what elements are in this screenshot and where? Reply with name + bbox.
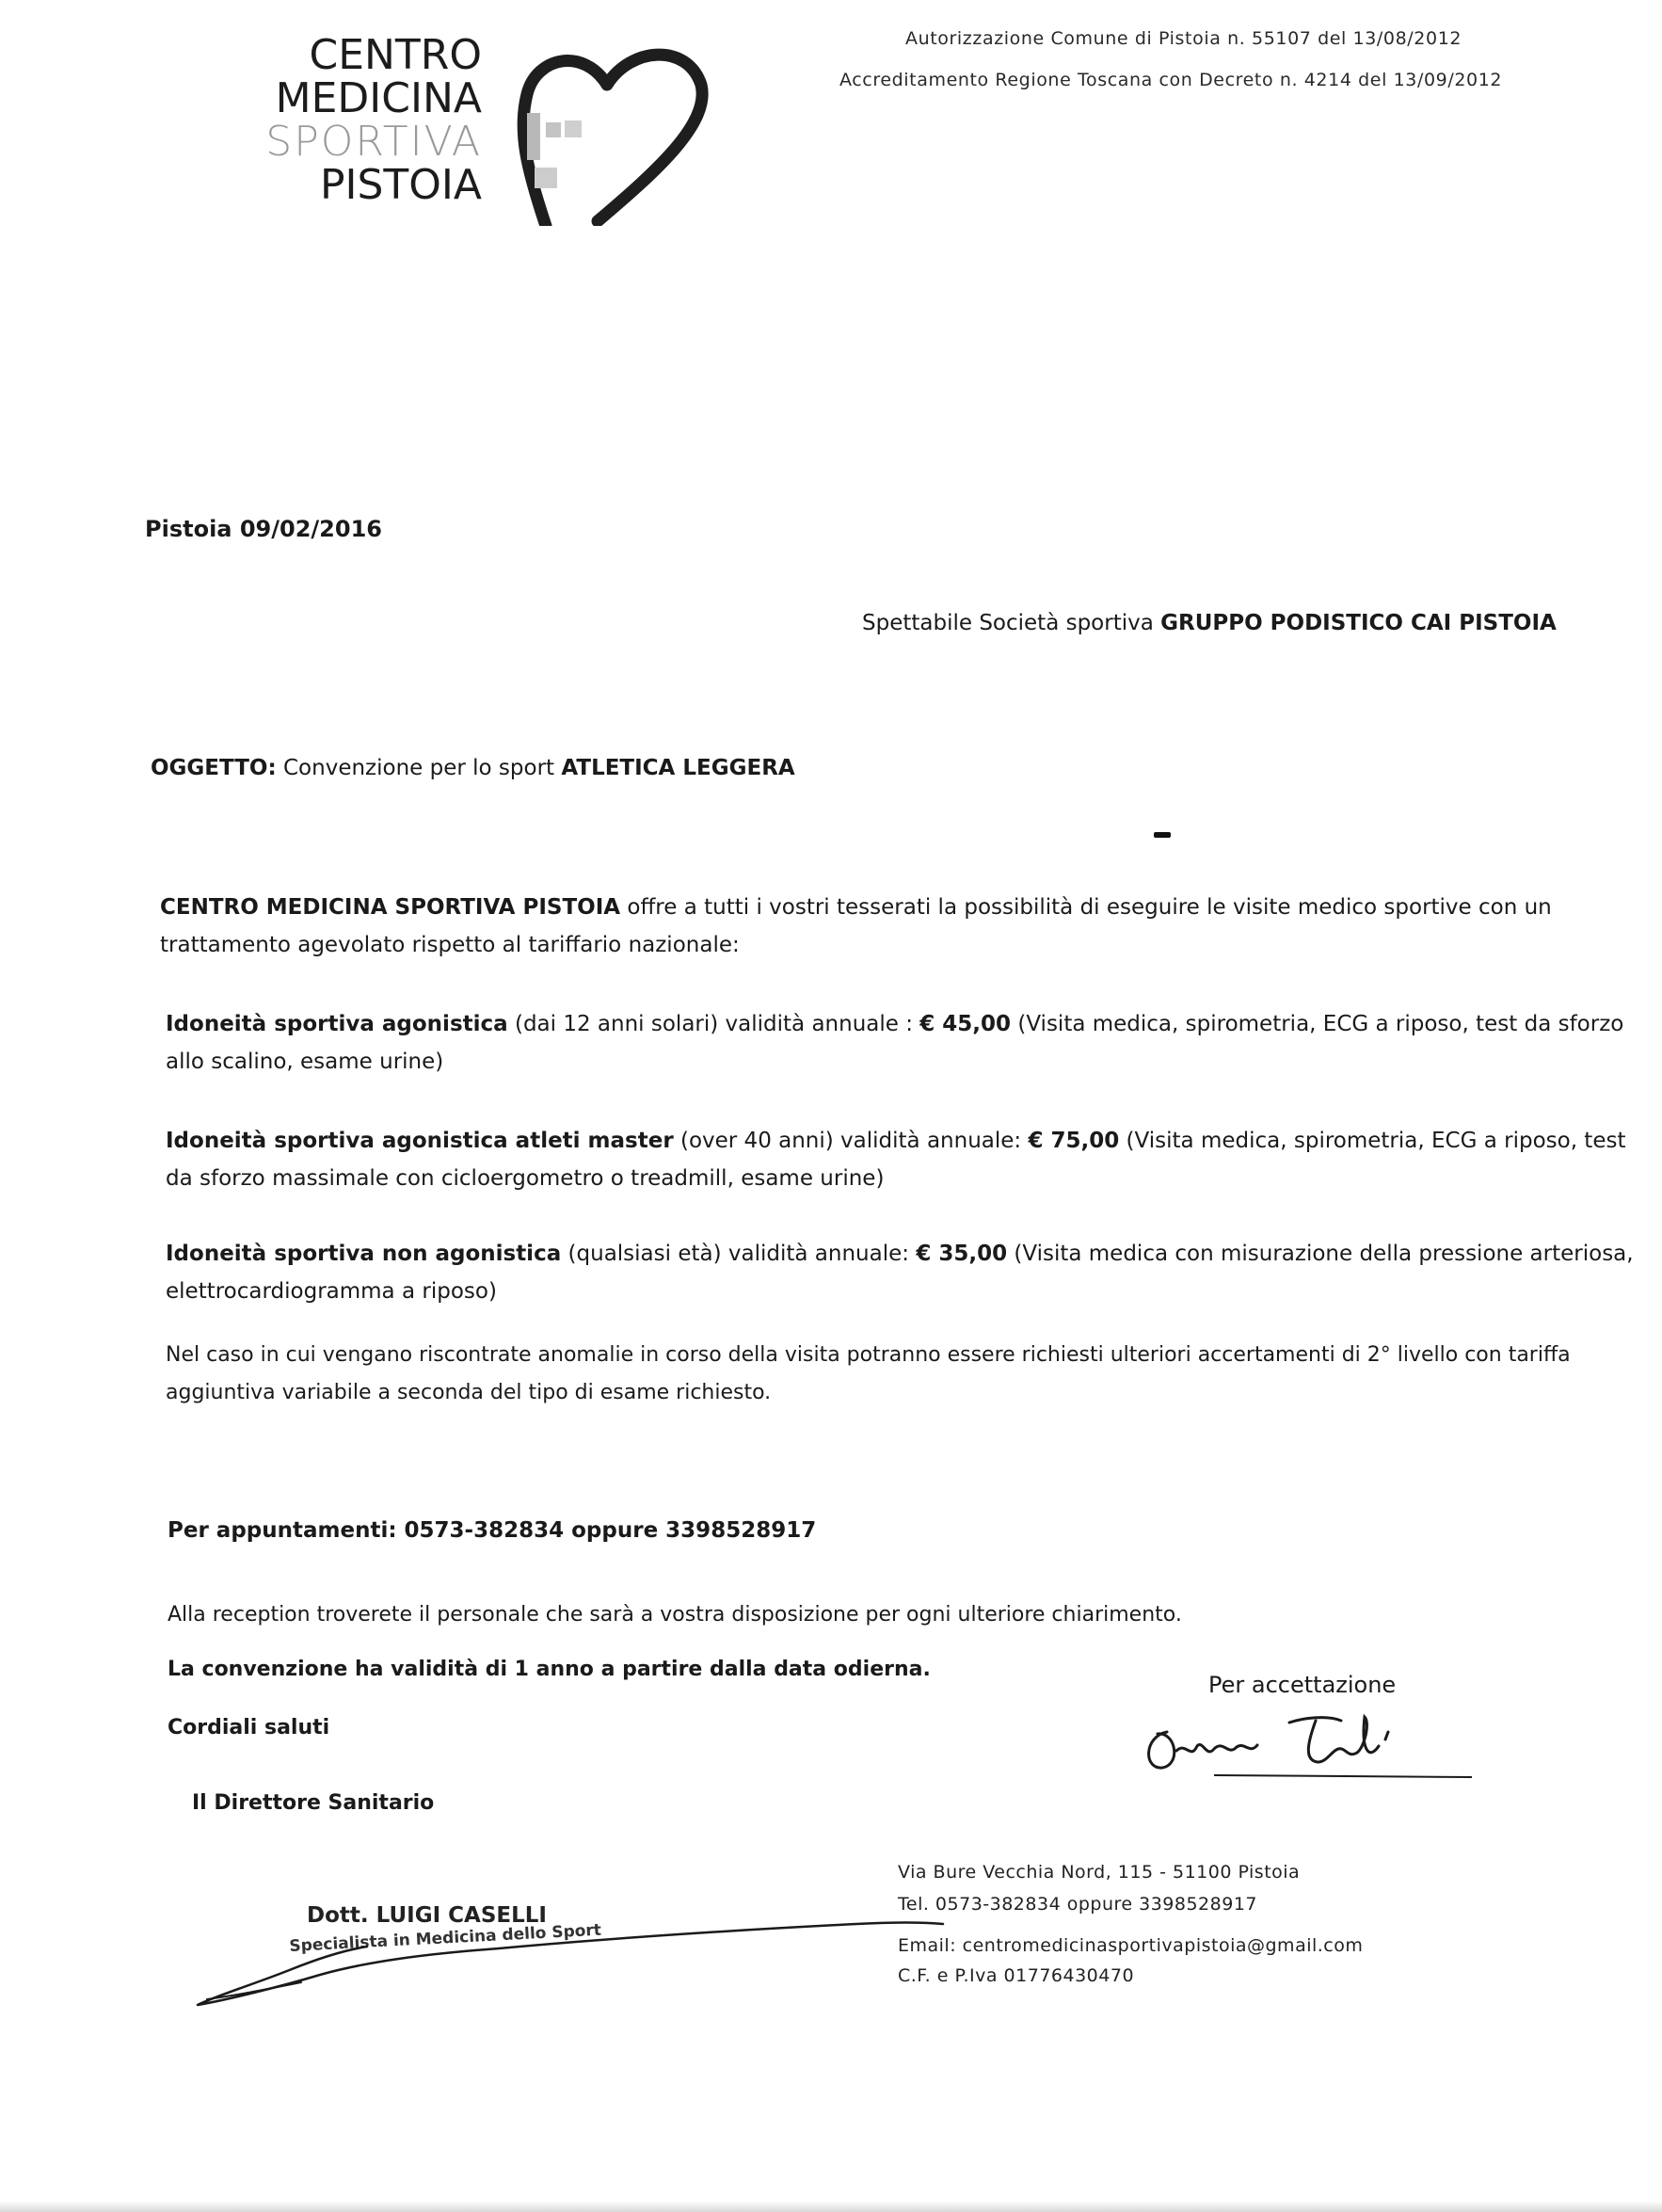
footer-vat: C.F. e P.Iva 01776430470 bbox=[898, 1965, 1135, 1986]
validity-line bbox=[168, 1651, 931, 1689]
logo-text bbox=[265, 31, 482, 209]
offer-price: € 75,00 bbox=[1028, 1129, 1120, 1153]
recipient-name: GRUPPO PODISTICO CAI PISTOIA bbox=[1160, 611, 1557, 635]
note-text: Nel caso in cui vengano riscontrate anomalie in corso della visita potranno essere richiesti ulteriori accertamenti di 2° livello con tariffa aggiuntiva variabile a seconda del tipo di esame richiesto. bbox=[166, 1343, 1571, 1404]
reception-text: Alla reception troverete il personale che sarà a vostra disposizione per ogni ulteriore chiarimento. bbox=[168, 1603, 1182, 1627]
subject-text: Convenzione per lo sport bbox=[276, 756, 562, 780]
logo bbox=[226, 28, 715, 226]
director-title-text: Il Direttore Sanitario bbox=[192, 1791, 435, 1815]
stamp-role-text: Specialista in Medicina dello Sport bbox=[288, 1920, 602, 1956]
intro-bold: CENTRO MEDICINA SPORTIVA PISTOIA bbox=[160, 895, 621, 920]
logo-line-2: MEDICINA bbox=[275, 74, 482, 122]
footer-email: Email: centromedicinasportivapistoia@gmail.com bbox=[898, 1935, 1364, 1956]
offer-price: € 35,00 bbox=[916, 1242, 1008, 1266]
stamp-name-text: Dott. LUIGI CASELLI bbox=[307, 1903, 547, 1928]
appointments-line bbox=[168, 1512, 816, 1549]
greeting-line bbox=[168, 1709, 329, 1747]
footer-address: Via Bure Vecchia Nord, 115 - 51100 Pistoia bbox=[898, 1862, 1301, 1883]
offer-agonistica bbox=[166, 1005, 1653, 1081]
accreditation-line: Accreditamento Regione Toscana con Decreto n. 4214 del 13/09/2012 bbox=[839, 70, 1503, 90]
offer-price: € 45,00 bbox=[919, 1012, 1012, 1036]
offer-non-agonistica bbox=[166, 1235, 1653, 1310]
recipient-line bbox=[862, 604, 1557, 642]
offer-title: Idoneità sportiva non agonistica bbox=[166, 1242, 562, 1266]
footer-tel: Tel. 0573-382834 oppure 3398528917 bbox=[898, 1894, 1257, 1915]
logo-line-1: CENTRO bbox=[309, 31, 482, 79]
offer-condition: (over 40 anni) validità annuale: bbox=[673, 1129, 1029, 1153]
recipient-prefix: Spettabile Società sportiva bbox=[862, 611, 1161, 635]
offer-title: Idoneità sportiva agonistica bbox=[166, 1012, 508, 1036]
director-title bbox=[192, 1785, 434, 1822]
intro-paragraph bbox=[160, 889, 1647, 964]
offer-condition: (qualsiasi età) validità annuale: bbox=[561, 1242, 917, 1266]
logo-line-4: PISTOIA bbox=[319, 161, 482, 209]
reception-line bbox=[168, 1596, 1182, 1634]
scan-edge bbox=[0, 2201, 1662, 2212]
offer-master bbox=[166, 1122, 1653, 1197]
acceptance-text: Per accettazione bbox=[1208, 1672, 1397, 1698]
intro-text: offre a tutti i vostri tesserati la possibilità di eseguire le visite medico sportive con un trattamento agevolato rispetto al tariffario nazionale: bbox=[160, 895, 1552, 957]
greeting-text: Cordiali saluti bbox=[168, 1716, 330, 1739]
authorization-line: Autorizzazione Comune di Pistoia n. 55107 del 13/08/2012 bbox=[905, 28, 1462, 49]
offer-title: Idoneità sportiva agonistica atleti master bbox=[166, 1129, 674, 1153]
director-signature bbox=[179, 1901, 951, 2014]
offer-details: (Visita medica, spirometria, ECG a riposo, test da sforzo allo scalino, esame urine) bbox=[166, 1012, 1624, 1074]
subject-line bbox=[151, 749, 795, 787]
logo-line-3: SPORTIVA bbox=[265, 118, 482, 166]
subject-sport: ATLETICA LEGGERA bbox=[561, 756, 795, 780]
date-line bbox=[145, 510, 382, 548]
note-paragraph bbox=[166, 1337, 1653, 1412]
heart-icon bbox=[508, 28, 715, 226]
offer-condition: (dai 12 anni solari) validità annuale : bbox=[507, 1012, 920, 1036]
validity-text: La convenzione ha validità di 1 anno a partire dalla data odierna. bbox=[168, 1658, 931, 1681]
appointments-text: Per appuntamenti: 0573-382834 oppure 3398528917 bbox=[168, 1518, 817, 1543]
stray-mark bbox=[1154, 832, 1171, 838]
offer-details: (Visita medica, spirometria, ECG a riposo, test da sforzo massimale con cicloergometro o treadmill, esame urine) bbox=[166, 1129, 1626, 1191]
acceptance-signature bbox=[1139, 1694, 1478, 1788]
subject-label: OGGETTO: bbox=[151, 756, 277, 780]
offer-details: (Visita medica con misurazione della pressione arteriosa, elettrocardiogramma a riposo) bbox=[166, 1242, 1634, 1304]
date-text: Pistoia 09/02/2016 bbox=[145, 516, 382, 542]
